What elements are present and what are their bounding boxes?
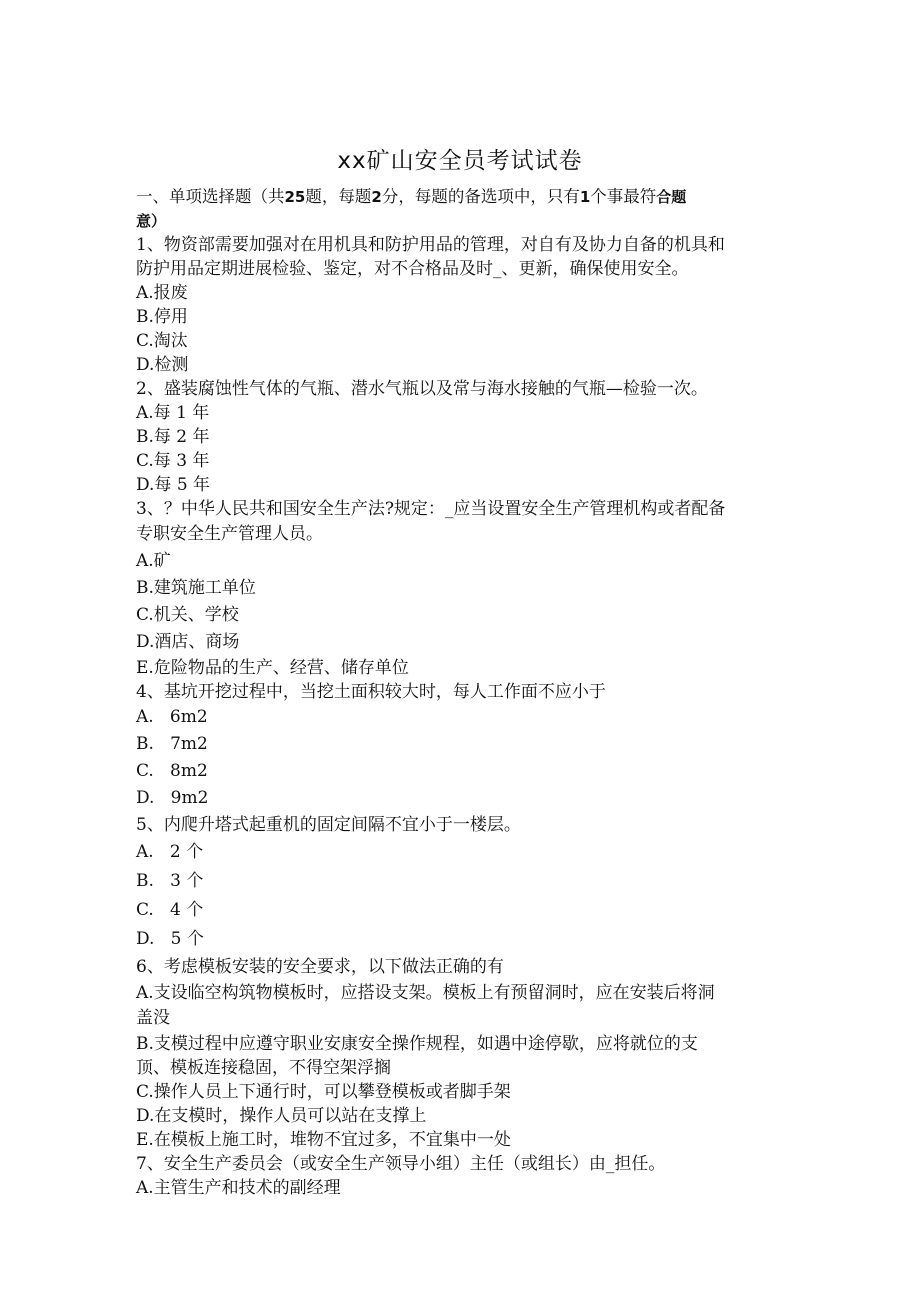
question-1 — [136, 233, 796, 377]
question-2 — [136, 377, 796, 497]
document-title: xx矿山安全员考试试卷 — [337, 148, 583, 174]
question-text: 4、基坑开挖过程中，当挖土面积较大时，每人工作面不应小于 — [136, 682, 606, 702]
option-a: A. 6m2 — [136, 707, 208, 727]
question-text: 3、？中华人民共和国安全生产法?规定：_应当设置安全生产管理机构或者配备 — [136, 499, 726, 519]
option-b: B. 3 个 — [136, 871, 204, 891]
question-text: 6、考虑模板安装的安全要求，以下做法正确的有 — [136, 957, 504, 977]
option-d: D.酒店、商场 — [136, 632, 240, 652]
question-text: 专职安全生产管理人员。 — [136, 524, 323, 544]
option-a-cont: 盖没 — [136, 1008, 170, 1028]
question-3 — [136, 497, 796, 680]
section-heading: 一、单项选择题（共25题，每题2分，每题的备选项中，只有1个事最符合题 — [136, 187, 687, 206]
option-e: E.危险物品的生产、经营、储存单位 — [136, 658, 409, 678]
option-b: B. 7m2 — [136, 734, 208, 754]
option-d: D.检测 — [136, 355, 189, 375]
option-a: A.主管生产和技术的副经理 — [136, 1178, 341, 1198]
option-d: D.在支模时，操作人员可以站在支撑上 — [136, 1106, 427, 1126]
question-text: 1、物资部需要加强对在用机具和防护用品的管理，对自有及协力自备的机具和 — [136, 235, 725, 255]
option-b: B.支模过程中应遵守职业安康安全操作规程，如遇中途停歇，应将就位的支 — [136, 1034, 698, 1054]
option-c: C.机关、学校 — [136, 605, 239, 625]
option-c: C.操作人员上下通行时，可以攀登模板或者脚手架 — [136, 1082, 511, 1102]
option-a: A.矿 — [136, 551, 171, 571]
option-c: C.淘汰 — [136, 331, 188, 351]
option-c: C. 4 个 — [136, 900, 204, 920]
option-e: E.在模板上施工时，堆物不宜过多，不宜集中一处 — [136, 1130, 511, 1150]
document-body — [136, 185, 796, 1200]
option-b-cont: 顶、模板连接稳固，不得空架浮搁 — [136, 1058, 391, 1078]
option-b: B.建筑施工单位 — [136, 578, 256, 598]
question-5 — [136, 812, 796, 954]
question-text: 5、内爬升塔式起重机的固定间隔不宜小于一楼层。 — [136, 815, 521, 835]
question-text: 7、安全生产委员会（或安全生产领导小组）主任（或组长）由_担任。 — [136, 1154, 666, 1174]
option-d: D. 9m2 — [136, 788, 209, 808]
question-text: 2、盛装腐蚀性气体的气瓶、潜水气瓶以及常与海水接触的气瓶—检验一次。 — [136, 379, 708, 399]
option-a: A.支设临空构筑物模板时，应搭设支架。模板上有预留洞时，应在安装后将洞 — [136, 983, 715, 1003]
option-d: D.每 5 年 — [136, 475, 211, 495]
option-c: C.每 3 年 — [136, 451, 210, 471]
question-6 — [136, 954, 796, 1152]
question-4 — [136, 680, 796, 812]
option-a: A. 2 个 — [136, 842, 204, 862]
section-heading-cont: 意） — [136, 212, 167, 230]
question-7 — [136, 1152, 796, 1200]
option-b: B.每 2 年 — [136, 427, 210, 447]
option-b: B.停用 — [136, 307, 188, 327]
option-a: A.每 1 年 — [136, 403, 210, 423]
option-a: A.报废 — [136, 283, 188, 303]
option-d: D. 5 个 — [136, 929, 204, 949]
option-c: C. 8m2 — [136, 761, 208, 781]
question-text: 防护用品定期进展检验、鉴定，对不合格品及时_、更新，确保使用安全。 — [136, 259, 689, 279]
